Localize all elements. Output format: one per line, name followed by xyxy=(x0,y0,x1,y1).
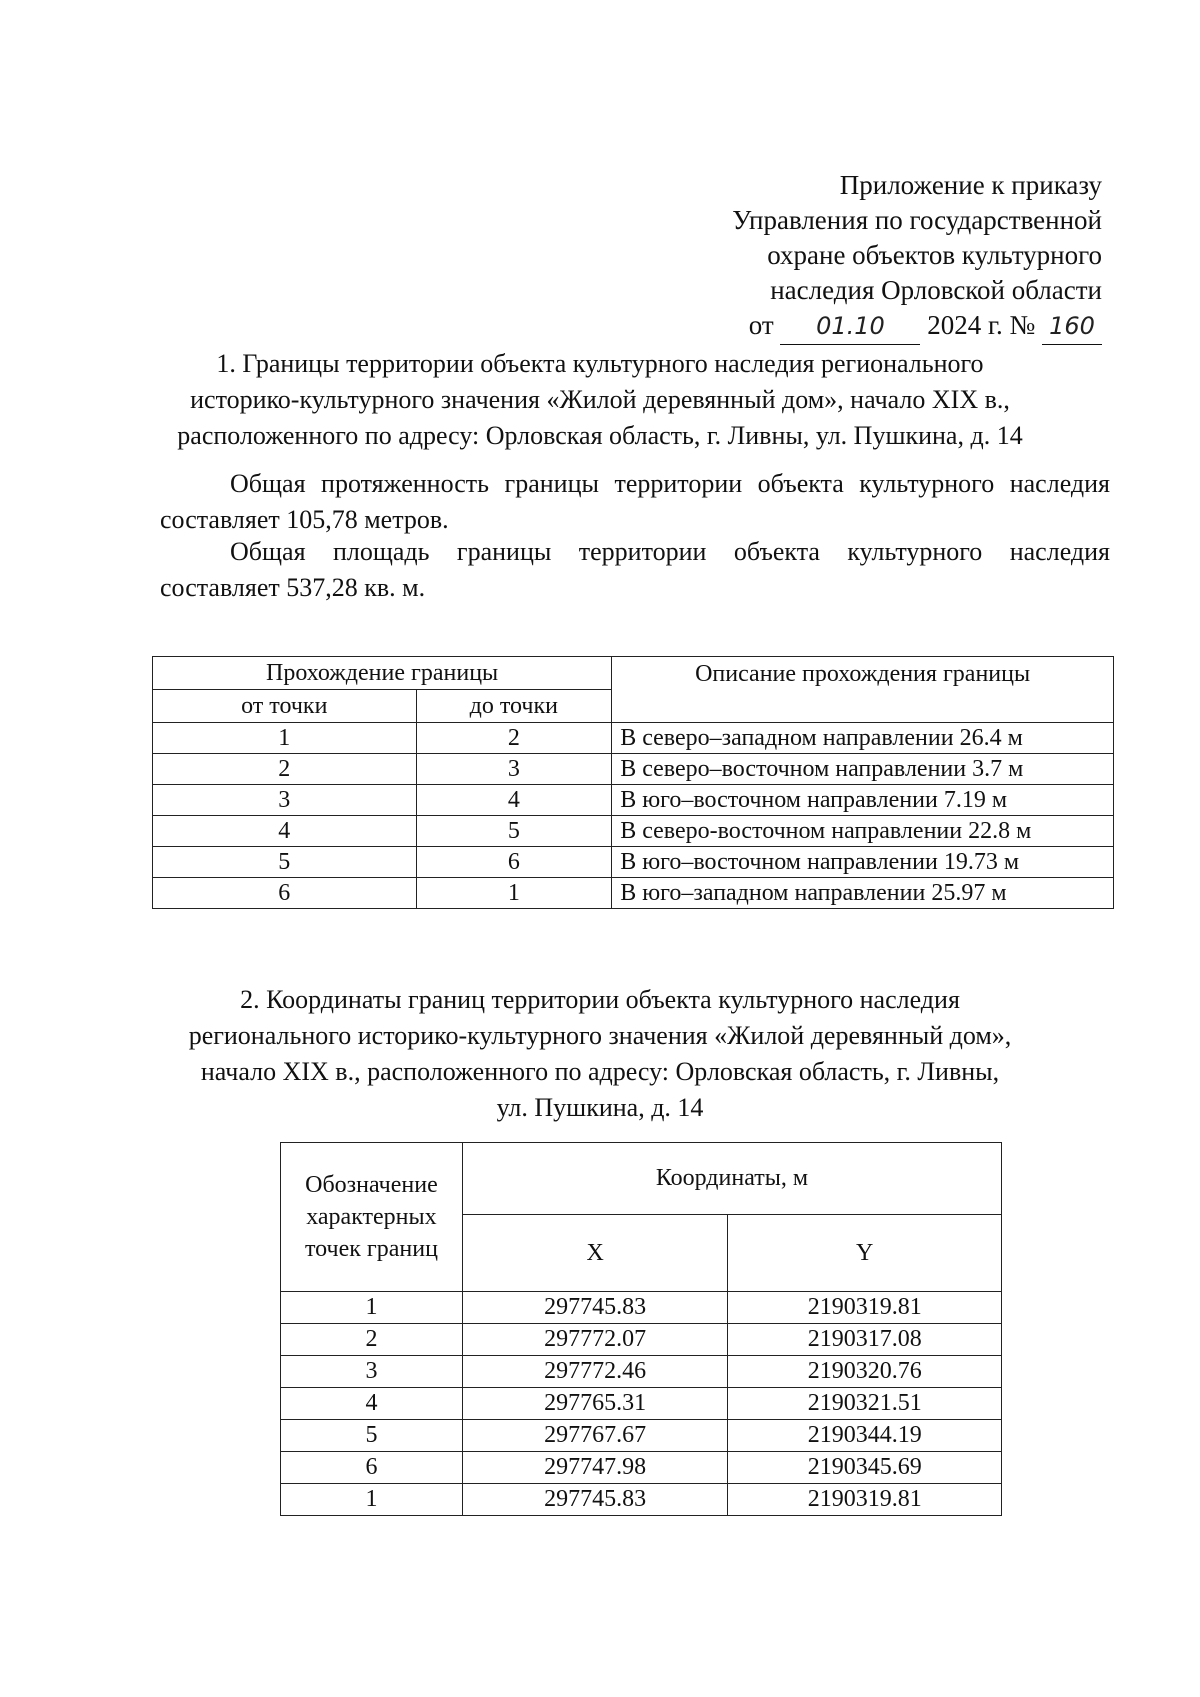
x-coordinate-cell: 297745.83 xyxy=(462,1292,728,1324)
header-point-designation: Обозначение характерных точек границ xyxy=(281,1143,463,1292)
from-point-cell: 4 xyxy=(153,816,417,847)
point-cell: 2 xyxy=(281,1324,463,1356)
paragraph-total-length xyxy=(160,466,1110,538)
table-row xyxy=(281,1356,1002,1388)
header-boundary-description: Описание прохождения границы xyxy=(612,657,1114,723)
to-point-cell: 6 xyxy=(416,847,612,878)
heading-line: расположенного по адресу: Орловская область, г. Ливны, ул. Пушкина, д. 14 xyxy=(177,421,1023,450)
boundary-table xyxy=(152,656,1114,909)
table-row xyxy=(153,754,1114,785)
table-row xyxy=(153,785,1114,816)
point-cell: 1 xyxy=(281,1292,463,1324)
heading-line: регионального историко-культурного значения «Жилой деревянный дом», xyxy=(188,1021,1012,1050)
to-point-cell: 4 xyxy=(416,785,612,816)
header-x: X xyxy=(462,1215,728,1292)
handwritten-order-number: 160 xyxy=(1042,309,1102,345)
point-cell: 1 xyxy=(281,1484,463,1516)
y-coordinate-cell: 2190320.76 xyxy=(728,1356,1002,1388)
header-y: Y xyxy=(728,1215,1002,1292)
table-row xyxy=(281,1452,1002,1484)
y-coordinate-cell: 2190317.08 xyxy=(728,1324,1002,1356)
heading-line: ул. Пушкина, д. 14 xyxy=(496,1093,704,1122)
coordinates-table xyxy=(280,1142,1002,1516)
handwritten-date: 01.10 xyxy=(780,309,920,345)
description-cell: В северо-восточном направлении 22.8 м xyxy=(612,816,1114,847)
y-coordinate-cell: 2190344.19 xyxy=(728,1420,1002,1452)
x-coordinate-cell: 297747.98 xyxy=(462,1452,728,1484)
to-point-cell: 3 xyxy=(416,754,612,785)
point-cell: 6 xyxy=(281,1452,463,1484)
description-cell: В юго–западном направлении 25.97 м xyxy=(612,878,1114,909)
y-coordinate-cell: 2190321.51 xyxy=(728,1388,1002,1420)
to-point-cell: 2 xyxy=(416,723,612,754)
paragraph-length-text: Общая протяженность границы территории объекта культурного наследия составляет 105,78 метров. xyxy=(160,469,1110,534)
to-point-cell: 1 xyxy=(416,878,612,909)
appendix-line: Приложение к приказу xyxy=(839,170,1102,200)
x-coordinate-cell: 297772.46 xyxy=(462,1356,728,1388)
header-boundary-passage: Прохождение границы xyxy=(153,657,612,690)
from-point-cell: 1 xyxy=(153,723,417,754)
from-point-cell: 5 xyxy=(153,847,417,878)
appendix-header xyxy=(732,168,1102,345)
x-coordinate-cell: 297765.31 xyxy=(462,1388,728,1420)
header-to-point: до точки xyxy=(416,690,612,723)
table-row xyxy=(153,723,1114,754)
date-prefix: от xyxy=(748,310,774,340)
table-row xyxy=(153,816,1114,847)
appendix-line: наследия Орловской области xyxy=(770,275,1102,305)
table-row xyxy=(281,1484,1002,1516)
y-coordinate-cell: 2190319.81 xyxy=(728,1292,1002,1324)
paragraph-total-area xyxy=(160,534,1110,606)
order-year: 2024 г. № xyxy=(927,310,1036,340)
appendix-line: Управления по государственной xyxy=(732,205,1102,235)
from-point-cell: 3 xyxy=(153,785,417,816)
description-cell: В северо–восточном направлении 3.7 м xyxy=(612,754,1114,785)
table-row xyxy=(281,1388,1002,1420)
description-cell: В юго–восточном направлении 19.73 м xyxy=(612,847,1114,878)
point-cell: 4 xyxy=(281,1388,463,1420)
to-point-cell: 5 xyxy=(416,816,612,847)
point-cell: 3 xyxy=(281,1356,463,1388)
order-date-line xyxy=(732,308,1102,345)
heading-line: начало XIX в., расположенного по адресу: Орловская область, г. Ливны, xyxy=(200,1057,1000,1086)
heading-line: 2. Координаты границ территории объекта культурного наследия xyxy=(240,985,960,1014)
table-row xyxy=(153,847,1114,878)
section2-heading xyxy=(150,982,1050,1126)
y-coordinate-cell: 2190319.81 xyxy=(728,1484,1002,1516)
from-point-cell: 6 xyxy=(153,878,417,909)
y-coordinate-cell: 2190345.69 xyxy=(728,1452,1002,1484)
x-coordinate-cell: 297772.07 xyxy=(462,1324,728,1356)
table-row xyxy=(281,1292,1002,1324)
description-cell: В северо–западном направлении 26.4 м xyxy=(612,723,1114,754)
x-coordinate-cell: 297767.67 xyxy=(462,1420,728,1452)
x-coordinate-cell: 297745.83 xyxy=(462,1484,728,1516)
appendix-line: охране объектов культурного xyxy=(767,240,1102,270)
description-cell: В юго–восточном направлении 7.19 м xyxy=(612,785,1114,816)
section1-heading xyxy=(150,346,1050,454)
heading-line: историко-культурного значения «Жилой деревянный дом», начало XIX в., xyxy=(190,385,1010,414)
table-row xyxy=(281,1420,1002,1452)
from-point-cell: 2 xyxy=(153,754,417,785)
point-cell: 5 xyxy=(281,1420,463,1452)
heading-line: 1. Границы территории объекта культурного наследия регионального xyxy=(216,349,984,378)
header-from-point: от точки xyxy=(153,690,417,723)
table-row xyxy=(281,1324,1002,1356)
paragraph-area-text: Общая площадь границы территории объекта культурного наследия составляет 537,28 кв. м. xyxy=(160,537,1110,602)
table-row xyxy=(153,878,1114,909)
header-coordinates: Координаты, м xyxy=(462,1143,1001,1215)
